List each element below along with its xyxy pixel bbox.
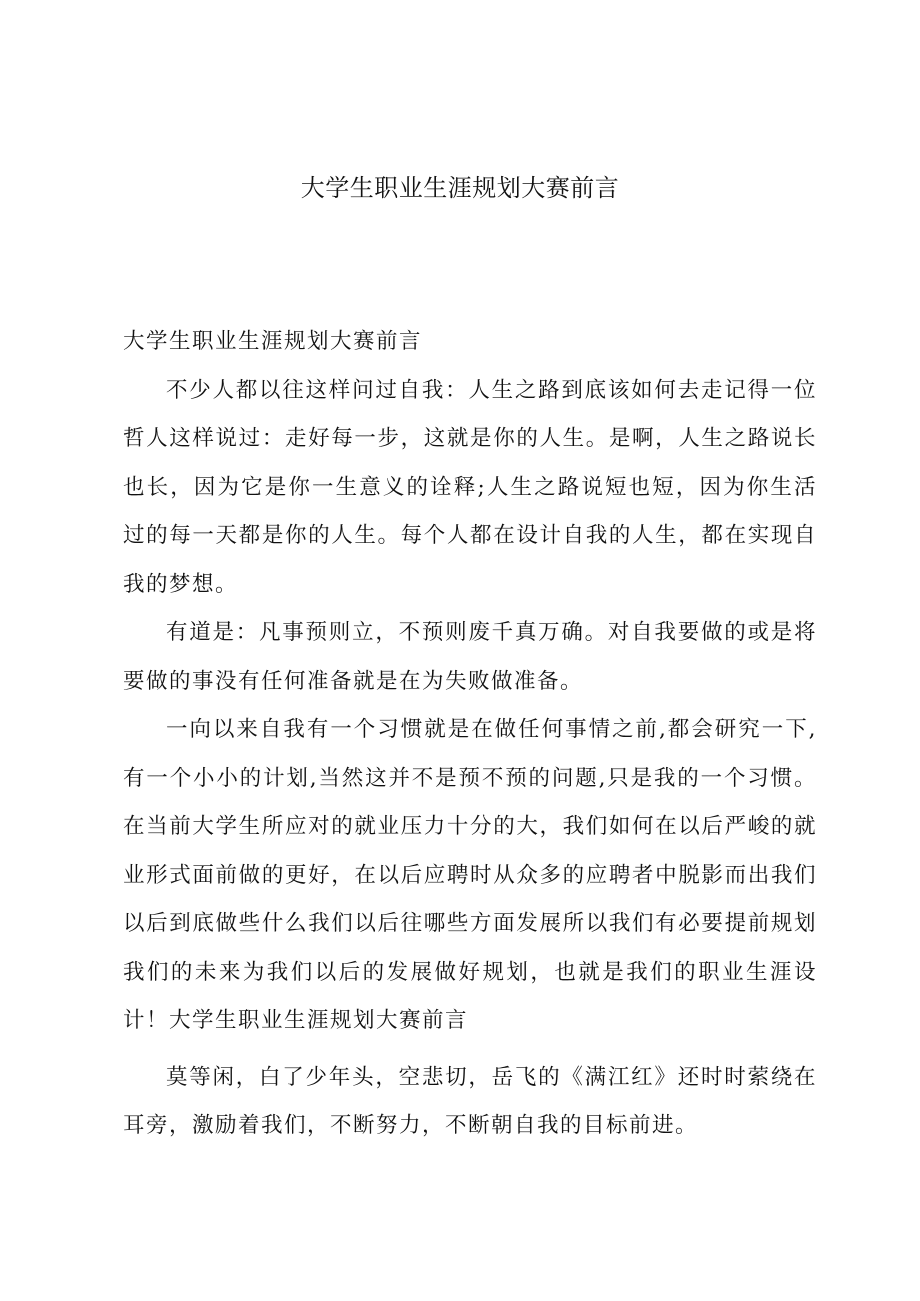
paragraph-4: 莫等闲，白了少年头，空悲切，岳飞的《满江红》还时时萦绕在耳旁，激励着我们，不断努力，不断朝自我的目标前进。 bbox=[123, 1064, 817, 1138]
document-title: 大学生职业生涯规划大赛前言 bbox=[300, 174, 620, 202]
paragraph-1: 不少人都以往这样问过自我：人生之路到底该如何去走记得一位哲人这样说过：走好每一步，这就是你的人生。是啊，人生之路说长也长，因为它是你一生意义的诠释;人生之路说短也短，因为你生活过的每一天都是你的人生。每个人都在设计自我的人生，都在实现自我的梦想。 bbox=[123, 377, 817, 597]
document-subtitle: 大学生职业生涯规划大赛前言 bbox=[123, 329, 423, 354]
paragraph-3: 一向以来自我有一个习惯就是在做任何事情之前,都会研究一下,有一个小小的计划,当然这并不是预不预的问题,只是我的一个习惯。在当前大学生所应对的就业压力十分的大，我们如何在以后严峻的就业形式面前做的更好，在以后应聘时从众多的应聘者中脱影而出我们以后到底做些什么我们以后往哪些方面发展所以我们有必要提前规划我们的未来为我们以后的发展做好规划，也就是我们的职业生涯设计！大学生职业生涯规划大赛前言 bbox=[123, 717, 817, 1033]
document-body bbox=[123, 318, 817, 1151]
paragraph-2: 有道是：凡事预则立，不预则废千真万确。对自我要做的或是将要做的事没有任何准备就是在为失败做准备。 bbox=[123, 620, 817, 694]
